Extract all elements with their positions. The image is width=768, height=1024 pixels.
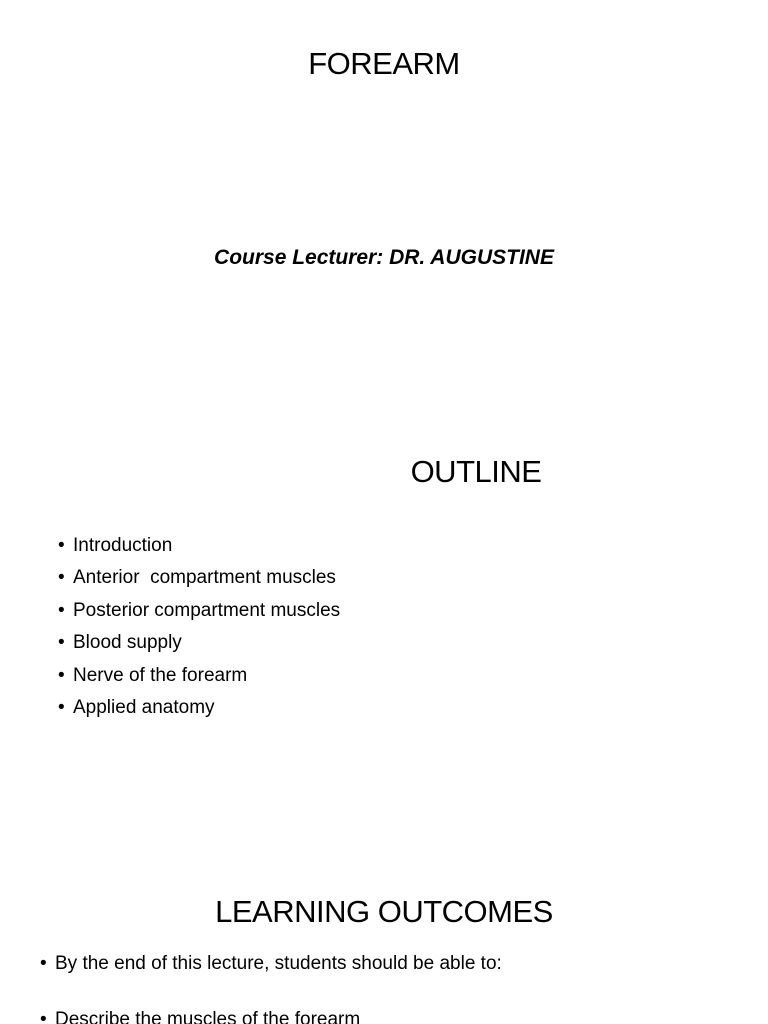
list-item-text: Applied anatomy <box>73 697 215 719</box>
list-item <box>58 562 340 594</box>
list-item-text: Describe the muscles of the forearm <box>55 1009 361 1024</box>
bullet-icon: • <box>40 1009 47 1024</box>
list-item-text: By the end of this lecture, students should be able to: <box>55 953 502 974</box>
list-item <box>58 692 340 724</box>
list-item <box>58 595 340 627</box>
list-item <box>58 627 340 659</box>
list-item-text: Posterior compartment muscles <box>73 599 341 621</box>
list-item <box>40 950 502 978</box>
slide-title: OUTLINE <box>410 454 542 489</box>
bullet-icon: • <box>58 664 65 686</box>
bullet-icon: • <box>58 535 65 556</box>
bullet-icon: • <box>58 599 65 621</box>
outline-list <box>58 530 340 724</box>
list-item <box>58 530 340 562</box>
bullet-icon: • <box>58 567 65 589</box>
list-item-text: Anterior compartment muscles <box>73 567 336 589</box>
title-slide <box>0 0 768 400</box>
list-item-text: Nerve of the forearm <box>73 664 248 686</box>
course-lecturer: Course Lecturer: DR. AUGUSTINE <box>214 246 554 269</box>
learning-outcomes-slide <box>0 840 768 1024</box>
list-item <box>40 1006 502 1024</box>
bullet-icon: • <box>58 697 65 719</box>
bullet-icon: • <box>40 953 47 974</box>
list-item-text: Blood supply <box>73 632 182 654</box>
slide-title: FOREARM <box>308 46 460 81</box>
outcomes-list <box>40 950 502 1024</box>
list-item-text: Introduction <box>73 535 173 556</box>
slide-title: LEARNING OUTCOMES <box>215 894 553 929</box>
bullet-icon: • <box>58 632 65 654</box>
list-item <box>58 660 340 692</box>
outline-slide <box>0 400 768 840</box>
